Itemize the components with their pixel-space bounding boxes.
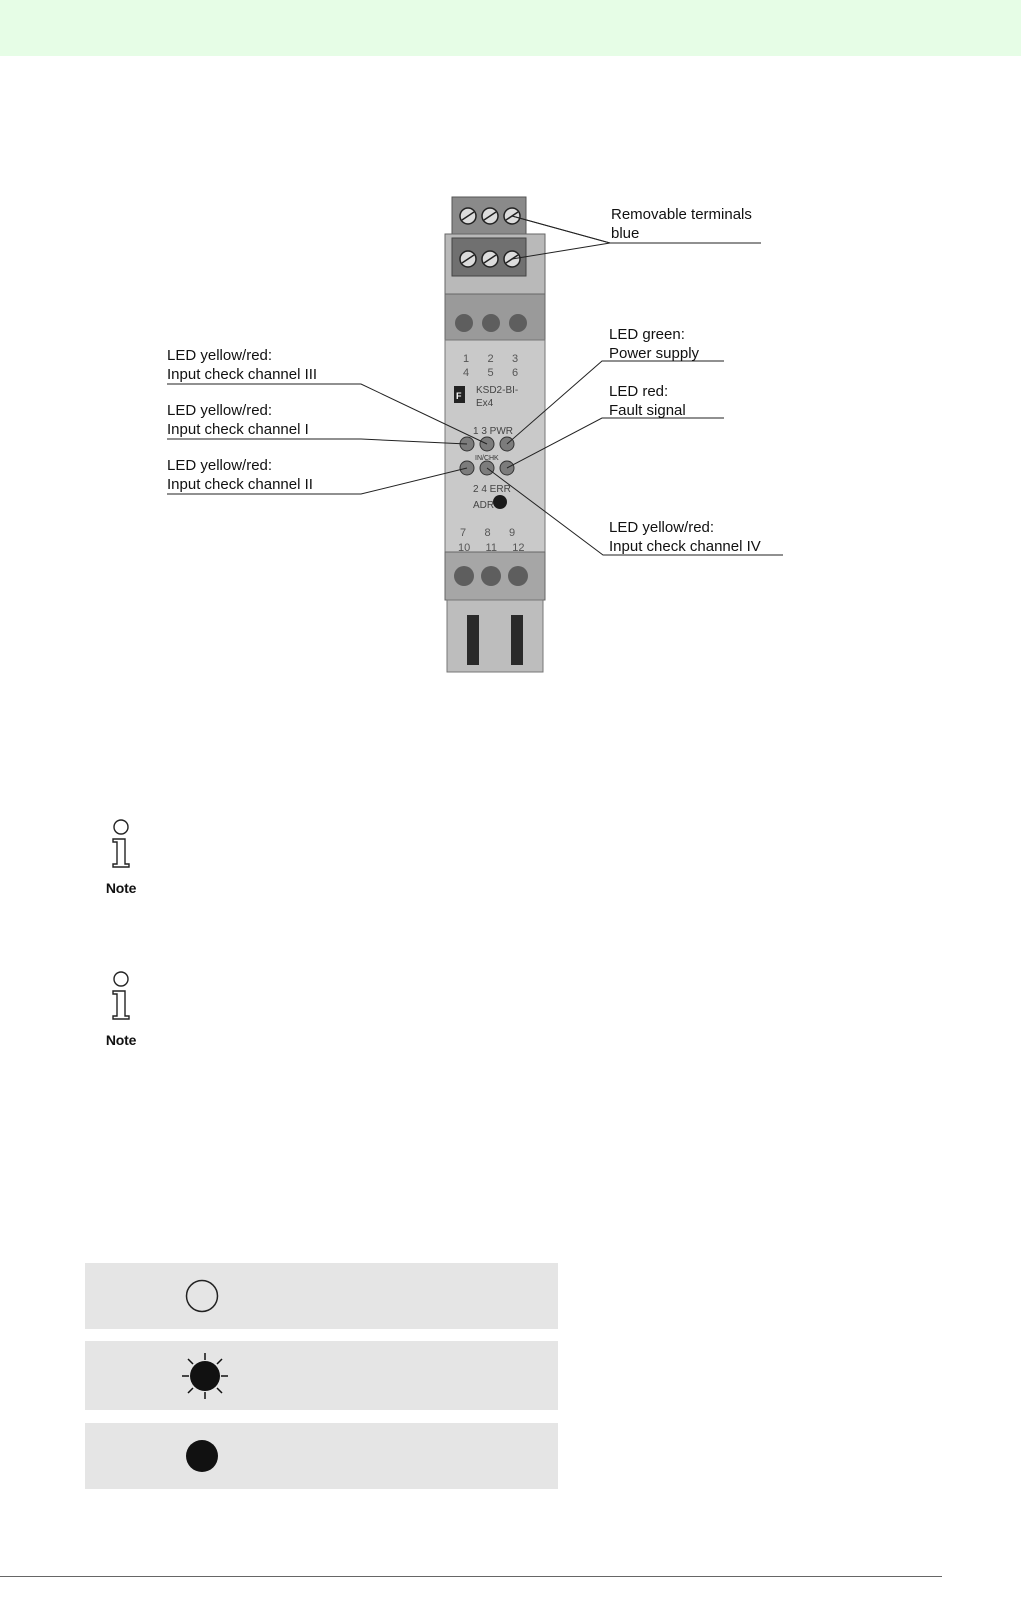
device-figure	[0, 0, 1021, 700]
callout-input-check-channel-ii: LED yellow/red: Input check channel II	[167, 457, 313, 493]
callout-input-check-channel-iv: LED yellow/red: Input check channel IV	[609, 519, 761, 555]
footer-rule	[0, 1576, 942, 1577]
note-label: Note	[105, 1032, 137, 1048]
bottom-terminal-numbers-row1: 7 8 9	[460, 527, 516, 539]
led-off-icon	[185, 1279, 219, 1313]
legend-row-led-on	[85, 1423, 558, 1489]
adr-label: ADR	[473, 500, 495, 511]
info-icon	[107, 971, 135, 1023]
legend-row-led-off	[85, 1263, 558, 1329]
device-model-label: KSD2-BI- Ex4	[476, 385, 519, 409]
led-on-icon	[185, 1439, 219, 1473]
led-flashing-icon	[181, 1352, 229, 1400]
info-icon	[107, 819, 135, 871]
callout-input-check-channel-iii: LED yellow/red: Input check channel III	[167, 347, 318, 383]
led-label-bottom: 2 4 ERR	[473, 484, 511, 495]
adr-button	[493, 495, 507, 509]
bottom-terminal-numbers-row2: 10 11 12	[458, 542, 525, 554]
callout-led-green-power: LED green: Power supply	[609, 326, 700, 362]
svg-text:F: F	[456, 391, 462, 401]
note-1	[91, 819, 151, 896]
note-2	[91, 971, 151, 1048]
led-label-top: 1 3 PWR	[473, 426, 514, 437]
callout-input-check-channel-i: LED yellow/red: Input check channel I	[167, 402, 309, 438]
legend-row-led-flashing	[85, 1341, 558, 1410]
callout-led-red-fault: LED red: Fault signal	[609, 383, 686, 419]
callout-removable-terminals: Removable terminals blue	[611, 206, 752, 242]
din-rail-clip	[447, 600, 543, 672]
top-terminal-numbers-row2: 4 5 6	[463, 367, 519, 379]
top-terminal-numbers-row1: 1 2 3	[463, 353, 519, 365]
note-label: Note	[105, 880, 137, 896]
led-label-mid: IN/CHK	[475, 455, 499, 462]
